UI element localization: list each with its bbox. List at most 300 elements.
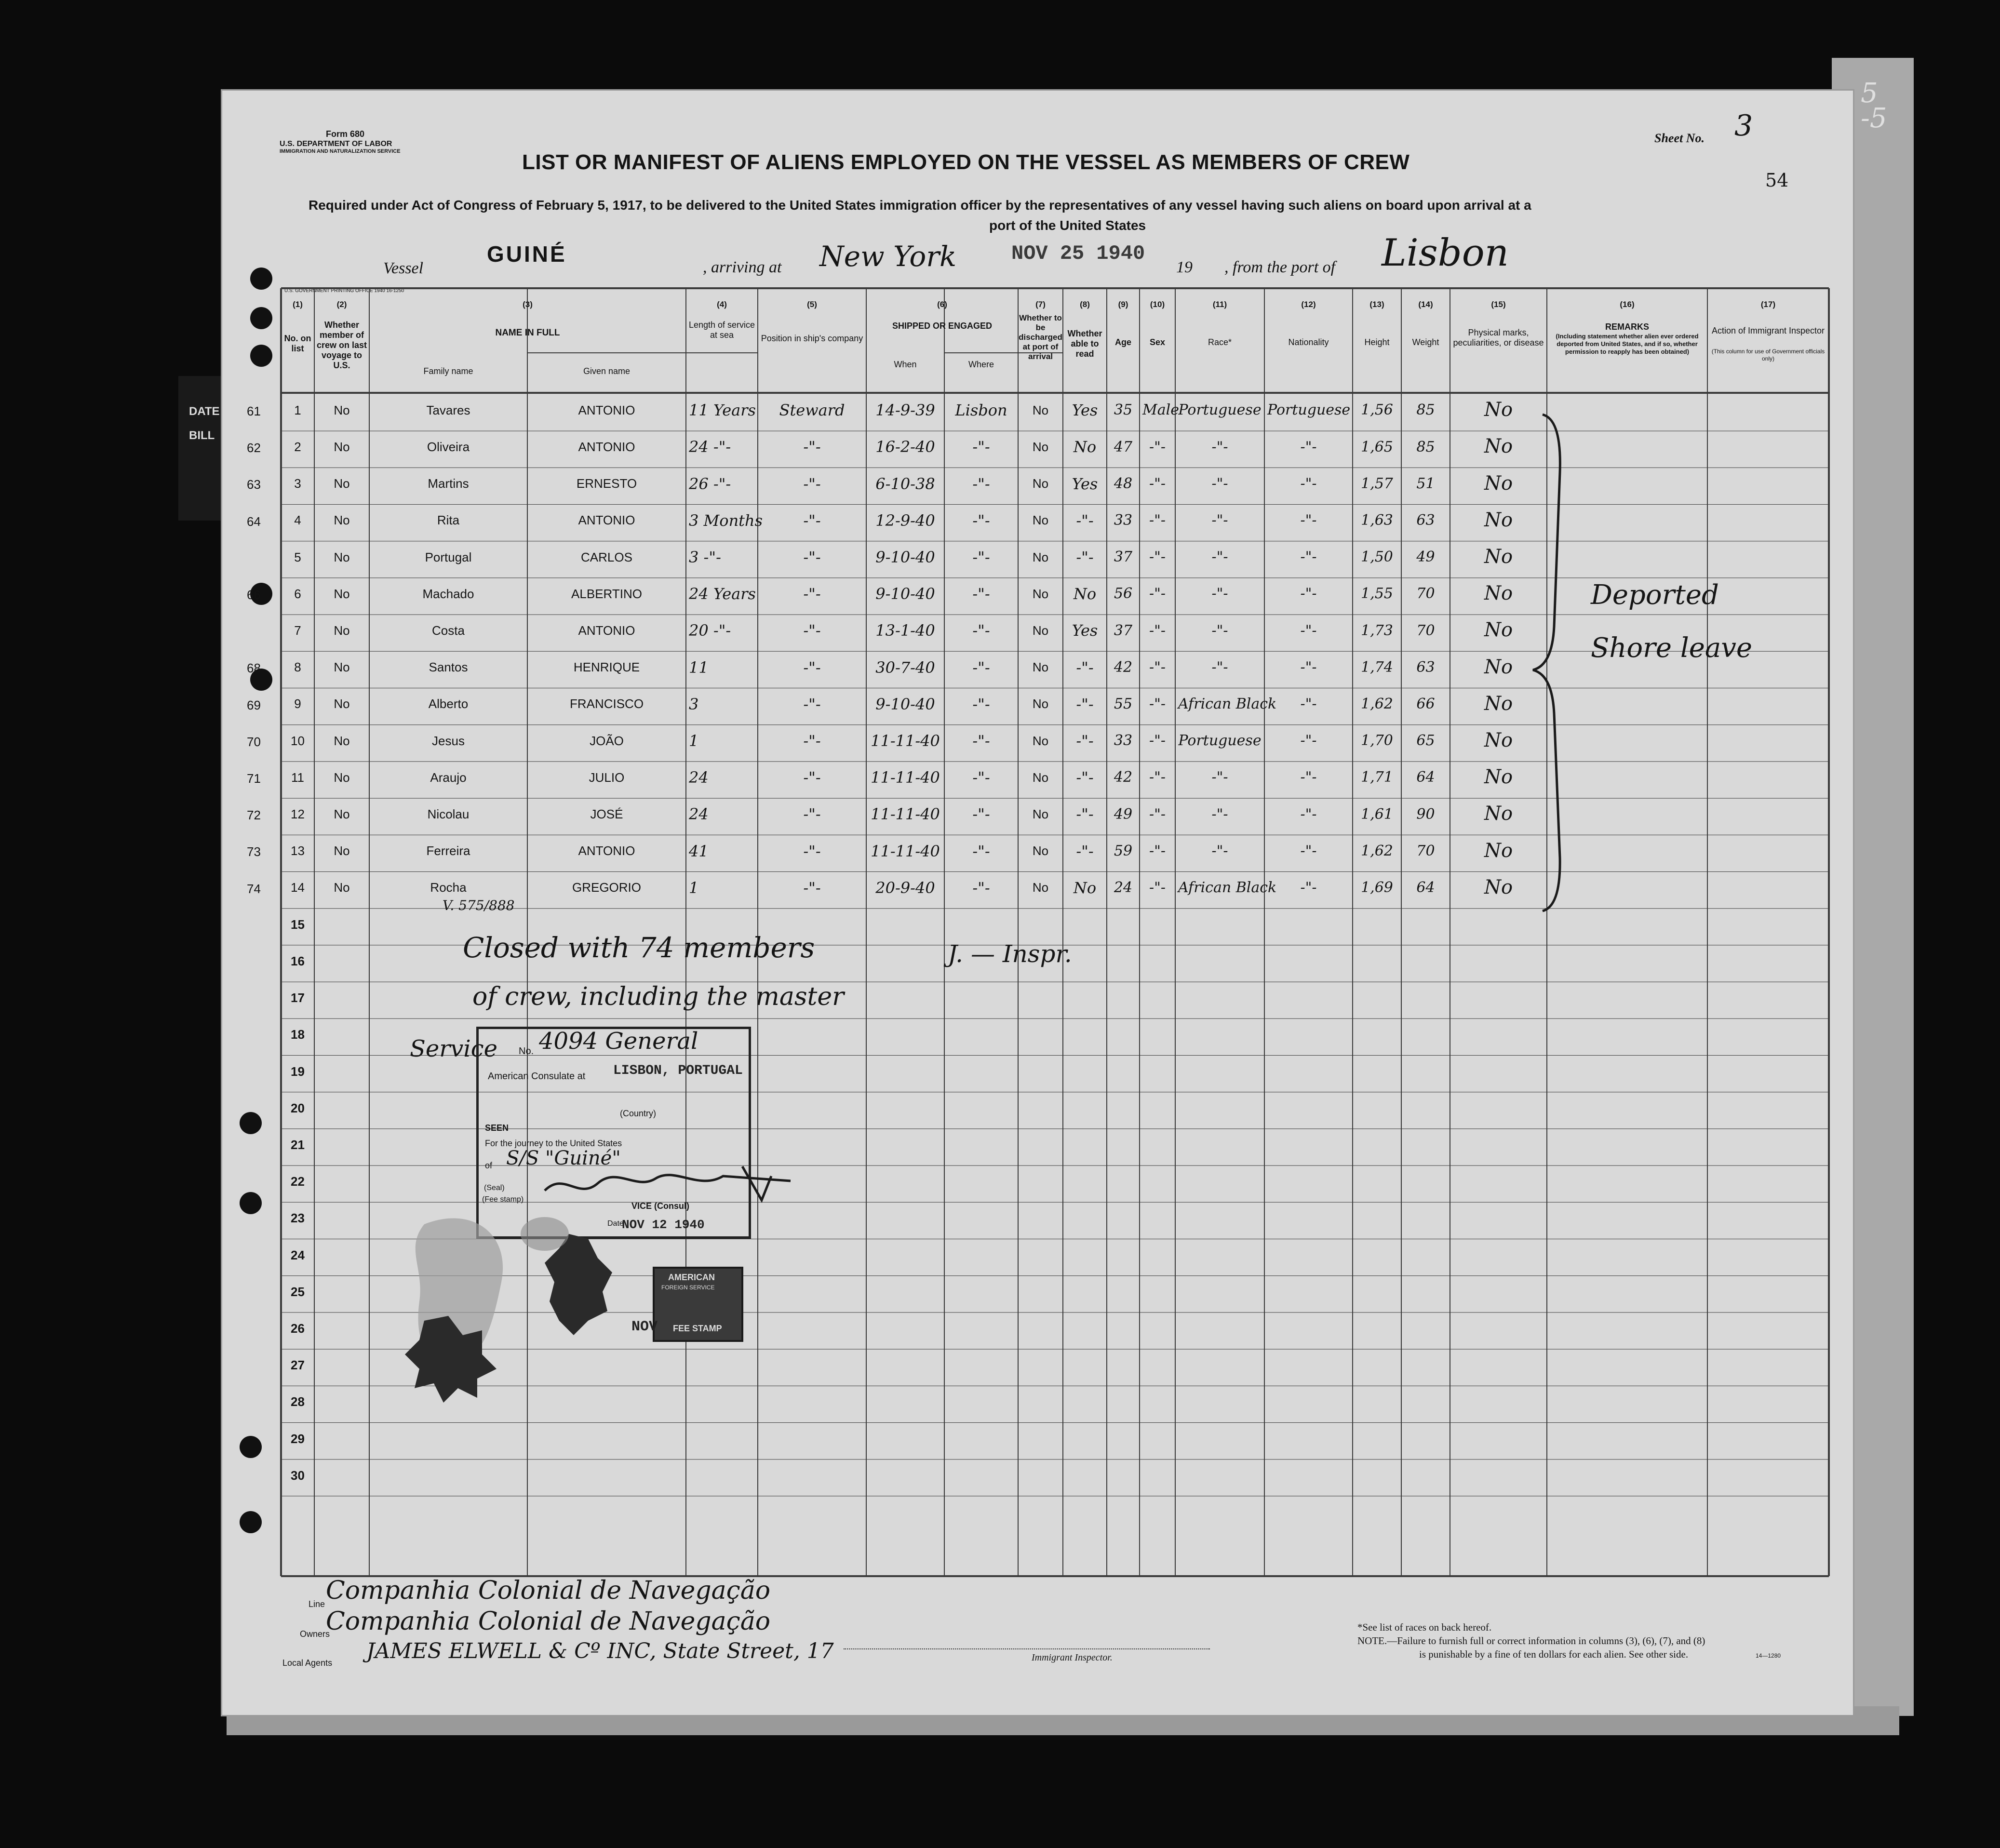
cell-where: -"- xyxy=(972,805,990,824)
cell-age: 37 xyxy=(1114,549,1133,566)
cell-service: 26 -"- xyxy=(689,474,731,493)
margin-line-number: 73 xyxy=(247,844,261,859)
left-edge-date-label: DATE xyxy=(189,405,220,418)
cell-position: -"- xyxy=(803,768,821,787)
cell-position: Steward xyxy=(779,401,845,420)
cell-age: 49 xyxy=(1114,805,1133,823)
cell-service: 24 xyxy=(689,805,709,824)
sheet-label: Sheet No. xyxy=(1654,131,1705,145)
cell-service: 24 Years xyxy=(689,585,756,603)
cell-no: 12 xyxy=(291,807,305,822)
margin-line-number: 70 xyxy=(247,734,261,749)
cell-age: 37 xyxy=(1114,622,1133,639)
cell-where: -"- xyxy=(972,548,990,566)
column-header: (13) xyxy=(1369,300,1384,309)
rocha-note: V. 575/888 xyxy=(443,897,515,913)
cell-read: -"- xyxy=(1076,695,1094,713)
cell-weight: 63 xyxy=(1416,512,1435,529)
cell-when: 9-10-40 xyxy=(875,695,935,713)
margin-line-number: 72 xyxy=(247,808,261,823)
cell-service: 24 xyxy=(689,768,709,787)
cell-race: -"- xyxy=(1211,842,1228,859)
cell-marks: No xyxy=(1484,839,1513,862)
cell-family: Rocha xyxy=(430,880,467,895)
cell-marks: No xyxy=(1484,766,1513,789)
stamp-no-label: No. xyxy=(519,1046,534,1057)
row-number: 28 xyxy=(291,1394,305,1409)
column-header: NAME IN FULL xyxy=(495,328,560,338)
column-header: (4) xyxy=(717,300,727,309)
cell-family: Rita xyxy=(437,513,460,528)
cell-marks: No xyxy=(1484,546,1513,568)
stamp-no-value: 4094 General xyxy=(539,1028,698,1055)
stamp-of-value: S/S "Guiné" xyxy=(506,1147,621,1169)
cell-sex: -"- xyxy=(1149,512,1166,529)
cell-when: 14-9-39 xyxy=(875,401,935,420)
cell-prev: No xyxy=(334,844,350,858)
cell-prev: No xyxy=(334,770,350,785)
cell-when: 30-7-40 xyxy=(875,658,935,677)
cell-when: 11-11-40 xyxy=(871,768,940,787)
cell-family: Tavares xyxy=(426,402,470,417)
cell-service: 20 -"- xyxy=(689,621,731,640)
cell-given: ERNESTO xyxy=(576,476,637,491)
cell-read: No xyxy=(1073,585,1097,603)
cell-nationality: Portuguese xyxy=(1267,402,1351,419)
cell-read: No xyxy=(1073,438,1097,456)
margin-line-number: 74 xyxy=(247,881,261,896)
cell-height: 1,61 xyxy=(1361,805,1393,823)
cell-where: -"- xyxy=(972,585,990,603)
cell-marks: No xyxy=(1484,876,1513,898)
cell-read: -"- xyxy=(1076,805,1094,824)
cell-race: African Black xyxy=(1178,696,1277,712)
cell-sex: -"- xyxy=(1149,549,1166,566)
cell-nationality: -"- xyxy=(1300,438,1317,455)
row-number: 29 xyxy=(291,1431,305,1446)
column-header: (14) xyxy=(1418,300,1433,309)
cell-race: Portuguese xyxy=(1178,732,1262,750)
cell-read: -"- xyxy=(1076,768,1094,787)
cell-weight: 65 xyxy=(1416,732,1435,750)
column-header: (3) xyxy=(523,300,533,309)
column-header: Age xyxy=(1114,337,1131,347)
footer-line-value: Companhia Colonial de Navegação xyxy=(326,1576,771,1605)
column-header: Sex xyxy=(1149,337,1166,347)
cell-family: Martins xyxy=(428,476,469,491)
column-header: Whether able to read xyxy=(1067,329,1102,359)
margin-line-number: 71 xyxy=(247,771,261,786)
cell-discharged: No xyxy=(1032,696,1049,711)
cell-read: -"- xyxy=(1076,511,1094,530)
cell-service: 1 xyxy=(689,878,699,897)
stamp-consulate-value: LISBON, PORTUGAL xyxy=(613,1063,743,1078)
cell-given: GREGORIO xyxy=(572,880,641,895)
column-header: Position in ship's company xyxy=(761,334,863,343)
column-header: No. on list xyxy=(284,334,311,353)
cell-age: 42 xyxy=(1114,658,1133,676)
cell-marks: No xyxy=(1484,729,1513,751)
row-number: 18 xyxy=(291,1027,305,1042)
column-header: Whether to be discharged at port of arrival xyxy=(1019,313,1062,361)
footer-agents-label: Local Agents xyxy=(282,1658,333,1668)
row-number: 26 xyxy=(291,1321,305,1336)
stamp-fee-label: (Fee stamp) xyxy=(482,1195,524,1204)
cell-discharged: No xyxy=(1032,880,1049,895)
row-number: 20 xyxy=(291,1100,305,1115)
cell-race: Portuguese xyxy=(1178,402,1262,419)
cell-nationality: -"- xyxy=(1300,879,1317,896)
stamp-of-label: of xyxy=(485,1161,493,1170)
cell-age: 56 xyxy=(1114,585,1133,603)
cell-service: 11 Years xyxy=(689,401,756,420)
column-header: (7) xyxy=(1035,300,1046,309)
cell-given: ANTONIO xyxy=(578,402,635,417)
department: U.S. DEPARTMENT OF LABOR xyxy=(280,140,392,148)
cell-given: JOSÉ xyxy=(590,807,623,822)
cell-discharged: No xyxy=(1032,440,1049,455)
row-number: 27 xyxy=(291,1358,305,1373)
column-header: (2) xyxy=(336,300,347,309)
cell-sex: -"- xyxy=(1149,842,1166,859)
cell-prev: No xyxy=(334,549,350,564)
cell-service: 3 xyxy=(689,695,699,713)
margin-line-number: 63 xyxy=(247,477,261,492)
column-header: REMARKS xyxy=(1605,322,1649,332)
cell-age: 59 xyxy=(1114,842,1133,859)
cell-no: 3 xyxy=(294,476,301,491)
stamp-country-label: (Country) xyxy=(620,1109,657,1118)
cell-read: -"- xyxy=(1076,548,1094,566)
cell-height: 1,50 xyxy=(1361,549,1393,566)
row-number: 24 xyxy=(291,1247,305,1262)
margin-line-number: 61 xyxy=(247,404,261,418)
cell-race: -"- xyxy=(1211,805,1228,823)
cell-age: 55 xyxy=(1114,696,1133,712)
cell-race: African Black xyxy=(1178,879,1277,896)
cell-given: ANTONIO xyxy=(578,623,635,638)
cell-height: 1,55 xyxy=(1361,585,1393,603)
cell-discharged: No xyxy=(1032,807,1049,822)
footer-inspector-label: Immigrant Inspector. xyxy=(1032,1652,1113,1663)
cell-sex: -"- xyxy=(1149,732,1166,750)
cell-family: Costa xyxy=(432,623,465,638)
cell-sex: -"- xyxy=(1149,475,1166,492)
cell-read: -"- xyxy=(1076,842,1094,860)
cell-weight: 63 xyxy=(1416,658,1435,676)
column-header: (8) xyxy=(1080,300,1090,309)
column-header: (Including statement whether alien ever ordered deported from United States, and if so, whether permission to reapply has been obtained) xyxy=(1556,333,1699,355)
cell-position: -"- xyxy=(803,695,821,713)
cell-no: 11 xyxy=(291,770,304,785)
cell-no: 10 xyxy=(291,733,305,748)
cell-family: Ferreira xyxy=(426,844,470,858)
cell-given: HENRIQUE xyxy=(573,660,640,675)
cell-sex: -"- xyxy=(1149,805,1166,823)
cell-position: -"- xyxy=(803,511,821,530)
cell-weight: 64 xyxy=(1416,879,1435,896)
cell-age: 33 xyxy=(1114,512,1133,529)
cell-where: -"- xyxy=(972,768,990,787)
footer-agents-value: JAMES ELWELL & Cº INC, State Street, 17 xyxy=(366,1639,834,1663)
cell-prev: No xyxy=(334,476,350,491)
cell-height: 1,71 xyxy=(1361,769,1393,786)
cell-discharged: No xyxy=(1032,476,1049,491)
year-label: 19 xyxy=(1176,258,1193,276)
cell-no: 14 xyxy=(291,880,305,895)
cell-where: -"- xyxy=(972,438,990,456)
cell-weight: 70 xyxy=(1416,585,1435,603)
row-number: 23 xyxy=(291,1211,305,1226)
cell-service: 24 -"- xyxy=(689,438,731,456)
margin-line-number: 62 xyxy=(247,441,261,455)
column-header: Given name xyxy=(583,366,631,376)
cell-age: 48 xyxy=(1114,475,1133,492)
cell-discharged: No xyxy=(1032,586,1049,601)
cell-no: 2 xyxy=(294,440,301,455)
cell-height: 1,63 xyxy=(1361,512,1393,529)
column-header: (This column for use of Government officials only) xyxy=(1711,348,1825,362)
row-number: 30 xyxy=(291,1468,305,1483)
remarks-deported-shore-leave: Deported Shore leave xyxy=(1591,579,1753,664)
cell-nationality: -"- xyxy=(1300,658,1317,676)
footer-owners-value: Companhia Colonial de Navegação xyxy=(326,1607,771,1636)
cell-nationality: -"- xyxy=(1300,475,1317,492)
vessel-label: Vessel xyxy=(383,259,424,277)
cell-race: -"- xyxy=(1211,622,1228,639)
cell-nationality: -"- xyxy=(1300,512,1317,529)
stamp-seen: SEEN xyxy=(485,1123,509,1133)
cell-nationality: -"- xyxy=(1300,622,1317,639)
cell-position: -"- xyxy=(803,621,821,640)
service-name: IMMIGRATION AND NATURALIZATION SERVICE xyxy=(280,148,401,154)
margin-line-number: 66 xyxy=(247,588,261,602)
cell-nationality: -"- xyxy=(1300,769,1317,786)
cell-where: -"- xyxy=(972,695,990,713)
column-header: (17) xyxy=(1760,300,1776,309)
cell-discharged: No xyxy=(1032,549,1049,564)
cell-prev: No xyxy=(334,402,350,417)
row-number: 22 xyxy=(291,1174,305,1189)
column-header: Action of Immigrant Inspector xyxy=(1711,326,1825,335)
cell-height: 1,65 xyxy=(1361,438,1393,455)
cell-marks: No xyxy=(1484,692,1513,715)
column-header: When xyxy=(894,360,917,369)
stamp-consulate-label: American Consulate at xyxy=(488,1071,586,1082)
cell-when: 13-1-40 xyxy=(875,621,935,640)
cell-read: Yes xyxy=(1072,401,1098,420)
cell-family: Nicolau xyxy=(427,807,470,822)
cell-read: No xyxy=(1073,878,1097,897)
form-title: LIST OR MANIFEST OF ALIENS EMPLOYED ON THE VESSEL AS MEMBERS OF CREW xyxy=(522,150,1410,174)
cell-weight: 70 xyxy=(1416,842,1435,859)
cell-marks: No xyxy=(1484,582,1513,605)
cell-discharged: No xyxy=(1032,402,1049,417)
footer-note2: NOTE.—Failure to furnish full or correct information in columns (3), (6), (7), and (8) xyxy=(1357,1635,1705,1647)
cell-sex: -"- xyxy=(1149,696,1166,712)
cell-position: -"- xyxy=(803,585,821,603)
column-header: (1) xyxy=(293,300,303,309)
cell-given: JULIO xyxy=(589,770,625,785)
cell-discharged: No xyxy=(1032,770,1049,785)
cell-race: -"- xyxy=(1211,549,1228,566)
cell-where: -"- xyxy=(972,511,990,530)
cell-read: Yes xyxy=(1072,474,1098,493)
fee-stamp-bottom: FEE STAMP xyxy=(673,1324,722,1333)
cell-family: Jesus xyxy=(432,733,465,748)
cell-when: 6-10-38 xyxy=(875,474,935,493)
cell-service: 1 xyxy=(689,731,699,750)
footer-line-label: Line xyxy=(309,1599,325,1609)
from-port-label: , from the port of xyxy=(1224,258,1336,276)
cell-family: Alberto xyxy=(428,696,469,711)
cell-given: JOÃO xyxy=(590,733,624,748)
cell-height: 1,56 xyxy=(1361,402,1393,419)
cell-marks: No xyxy=(1484,399,1513,421)
column-header: (10) xyxy=(1150,300,1165,309)
cell-weight: 85 xyxy=(1416,438,1435,455)
cell-where: -"- xyxy=(972,878,990,897)
fee-stamp-overprint: NOV xyxy=(631,1319,658,1335)
cell-discharged: No xyxy=(1032,623,1049,638)
cell-nationality: -"- xyxy=(1300,732,1317,750)
cell-marks: No xyxy=(1484,619,1513,642)
inspector-signature-line xyxy=(844,1648,1210,1649)
column-header: Weight xyxy=(1412,337,1439,347)
cell-race: -"- xyxy=(1211,769,1228,786)
row-number: 25 xyxy=(291,1284,305,1299)
cell-given: ANTONIO xyxy=(578,440,635,455)
printing-office-line: U.S. GOVERNMENT PRINTING OFFICE 1940 16-1250 xyxy=(284,288,404,294)
cell-family: Machado xyxy=(422,586,474,601)
cell-where: -"- xyxy=(972,842,990,860)
cell-service: 3 -"- xyxy=(689,548,721,566)
cell-height: 1,62 xyxy=(1361,696,1393,712)
cell-sex: -"- xyxy=(1149,658,1166,676)
closed-note-line1: Closed with 74 members xyxy=(463,931,815,964)
cell-read: -"- xyxy=(1076,731,1094,750)
row-number: 16 xyxy=(291,954,305,968)
cell-position: -"- xyxy=(803,878,821,897)
column-header: (11) xyxy=(1212,300,1227,309)
cell-when: 9-10-40 xyxy=(875,585,935,603)
column-header: SHIPPED OR ENGAGED xyxy=(892,321,993,331)
cell-height: 1,69 xyxy=(1361,879,1393,896)
cell-no: 5 xyxy=(294,549,301,564)
cell-prev: No xyxy=(334,586,350,601)
cell-nationality: -"- xyxy=(1300,549,1317,566)
arrival-date-stamp: NOV 25 1940 xyxy=(1011,242,1145,265)
cell-marks: No xyxy=(1484,472,1513,495)
cell-age: 35 xyxy=(1114,402,1133,419)
cell-service: 3 Months xyxy=(689,511,763,530)
stamp-date-label: Date xyxy=(607,1219,624,1228)
cell-position: -"- xyxy=(803,658,821,677)
cell-weight: 49 xyxy=(1416,549,1435,566)
arriving-label: , arriving at xyxy=(703,258,782,276)
cell-no: 4 xyxy=(294,513,301,528)
cell-position: -"- xyxy=(803,805,821,824)
column-header: Family name xyxy=(423,366,473,376)
cell-race: -"- xyxy=(1211,585,1228,603)
arriving-port: New York xyxy=(819,240,957,273)
cell-age: 47 xyxy=(1114,438,1133,455)
closed-note-line2: of crew, including the master xyxy=(472,982,845,1011)
cell-prev: No xyxy=(334,807,350,822)
cell-family: Araujo xyxy=(430,770,467,785)
column-header: Physical marks, peculiarities, or disease xyxy=(1453,328,1544,348)
cell-where: -"- xyxy=(972,621,990,640)
cell-service: 11 xyxy=(689,658,709,677)
row-number: 17 xyxy=(291,991,305,1005)
cell-prev: No xyxy=(334,623,350,638)
cell-given: ALBERTINO xyxy=(571,586,642,601)
cell-position: -"- xyxy=(803,842,821,860)
cell-read: -"- xyxy=(1076,658,1094,677)
column-header: Nationality xyxy=(1288,337,1329,347)
cell-given: CARLOS xyxy=(581,549,632,564)
cell-position: -"- xyxy=(803,438,821,456)
cell-weight: 90 xyxy=(1416,805,1435,823)
from-port: Lisbon xyxy=(1382,231,1509,275)
row-number: 21 xyxy=(291,1138,305,1152)
cell-weight: 64 xyxy=(1416,769,1435,786)
form-number: Form 680 xyxy=(326,129,365,139)
row-number: 15 xyxy=(291,917,305,932)
cell-race: -"- xyxy=(1211,475,1228,492)
margin-line-number: 68 xyxy=(247,661,261,676)
cell-nationality: -"- xyxy=(1300,696,1317,712)
cell-sex: -"- xyxy=(1149,879,1166,896)
cell-race: -"- xyxy=(1211,438,1228,455)
cell-no: 1 xyxy=(294,402,301,417)
cell-discharged: No xyxy=(1032,660,1049,675)
column-header: Height xyxy=(1364,337,1390,347)
cell-no: 13 xyxy=(291,844,305,858)
column-header: (6) xyxy=(937,300,947,309)
column-header: (15) xyxy=(1491,300,1506,309)
cell-no: 8 xyxy=(294,660,301,675)
cell-position: -"- xyxy=(803,548,821,566)
cell-where: -"- xyxy=(972,474,990,493)
cell-read: Yes xyxy=(1072,621,1098,640)
cell-when: 11-11-40 xyxy=(871,731,940,750)
cell-nationality: -"- xyxy=(1300,805,1317,823)
cell-given: FRANCISCO xyxy=(569,696,644,711)
cell-family: Santos xyxy=(429,660,468,675)
cell-when: 11-11-40 xyxy=(871,805,940,824)
cell-race: -"- xyxy=(1211,658,1228,676)
cell-marks: No xyxy=(1484,803,1513,825)
page-number: 54 xyxy=(1765,170,1789,191)
column-header: Where xyxy=(968,360,994,369)
cell-prev: No xyxy=(334,440,350,455)
stamp-date-value: NOV 12 1940 xyxy=(622,1218,705,1232)
cell-no: 6 xyxy=(294,586,301,601)
form-subtitle-line1: Required under Act of Congress of February 5, 1917, to be delivered to the United States immigration officer by the representatives of any vessel having such aliens on board upon arrival at a xyxy=(309,198,1531,213)
margin-line-number: 69 xyxy=(247,697,261,712)
column-header: Length of service at sea xyxy=(688,320,755,340)
fee-stamp-top: AMERICAN xyxy=(668,1272,715,1282)
cell-marks: No xyxy=(1484,509,1513,531)
cell-sex: -"- xyxy=(1149,769,1166,786)
cell-height: 1,57 xyxy=(1361,475,1393,492)
cell-discharged: No xyxy=(1032,844,1049,858)
cell-prev: No xyxy=(334,660,350,675)
cell-nationality: -"- xyxy=(1300,585,1317,603)
cell-height: 1,70 xyxy=(1361,732,1393,750)
cell-no: 9 xyxy=(294,696,301,711)
